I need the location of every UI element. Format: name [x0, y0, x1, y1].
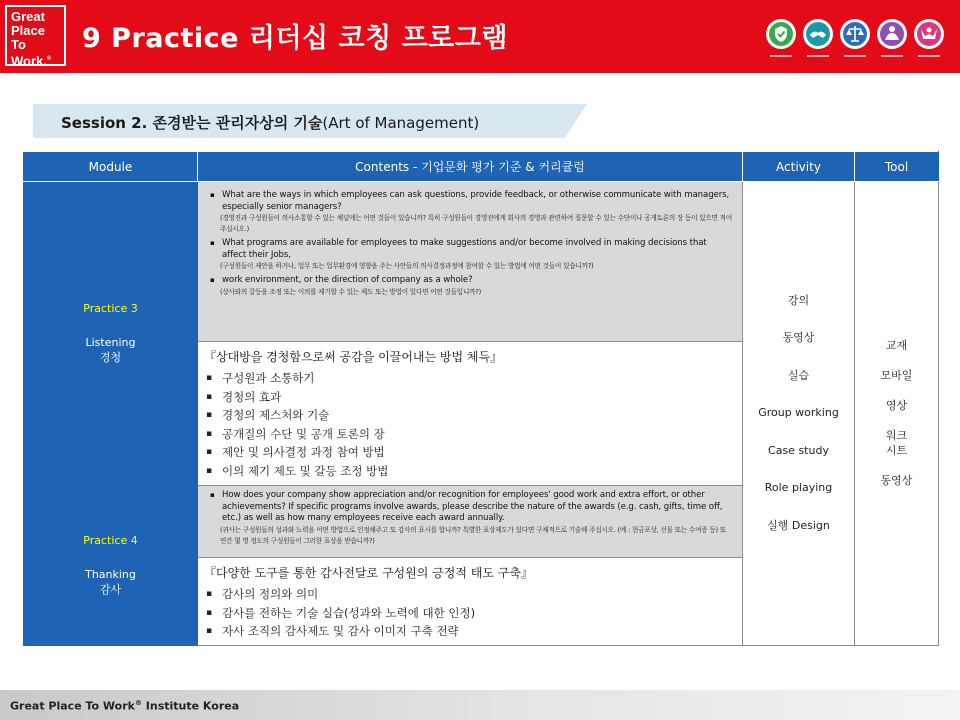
module-name-ko: 경청	[99, 351, 122, 364]
scales-icon	[840, 19, 870, 49]
practice-label: Practice 3	[83, 302, 138, 315]
footer-org: Great Place To Work	[10, 699, 135, 713]
table-row	[24, 182, 939, 342]
curriculum-table	[23, 151, 939, 646]
tool-item: 동영상	[880, 474, 913, 488]
logo-line: Great	[11, 9, 45, 24]
activity-item: Role playing	[764, 481, 833, 495]
activity-item: 실행 Design	[767, 518, 830, 532]
table-header-row	[24, 152, 939, 182]
module-name-ko: 감사	[99, 582, 122, 596]
handshake-icon	[803, 19, 833, 49]
curriculum-item: ▪ 구성원과 소통하기	[204, 369, 732, 388]
icon-slot	[802, 19, 833, 61]
criteria-practice-4	[198, 486, 743, 558]
logo-line: To	[11, 37, 26, 52]
activity-cell	[743, 182, 855, 646]
criteria-practice-3	[198, 182, 743, 342]
icon-slot	[876, 19, 907, 61]
curriculum-practice-4	[198, 558, 743, 646]
value-icons	[765, 19, 944, 61]
page-title: 9 Practice 리더십 코칭 프로그램	[82, 23, 508, 54]
criteria-question-ko: (경영진과 구성원들이 의사소통할 수 있는 채널에는 어떤 것들이 있습니까? 특히 구성원들이 경영진에게 회사의 경영과 관련하여 질문할 수 있는 수단이나 공개토론의 장 등이 있으면 적어 주십시오.)	[220, 214, 732, 233]
criteria-question-ko: (귀사는 구성원들의 성과와 노력을 어떤 방법으로 인정해주고 또 감사의 표시를 합니까? 특별한 표상제도가 있다면 구체적으로 기술해 주십시오. (예 : 현금포상, 선물 또는 수여증 등) 또 연간 몇 명 정도의 구성원들이 그러한 표상을 받습니까?)	[220, 525, 726, 545]
icon-slot	[913, 19, 944, 61]
icon-caption-bar	[844, 55, 866, 57]
tool-item: 워크 시트	[885, 429, 908, 458]
hands-raised-icon	[914, 19, 944, 49]
session-title	[61, 112, 479, 133]
curriculum-item: ▪ 공개질의 수단 및 공개 토론의 장	[204, 425, 732, 444]
curriculum-title: 『다양한 도구를 통한 감사전달로 구성원의 긍정적 태도 구축』	[204, 566, 533, 580]
activity-item: 실습	[787, 368, 810, 382]
criteria-question: ▪ What programs are available for employees to make suggestions and/or become involved in making decisions that affect their Jobs,	[206, 238, 732, 261]
criteria-question: ▪ What are the ways in which employees can ask questions, provide feedback, or otherwise communicate with managers, especially senior managers?	[206, 190, 732, 213]
session-bold-title: 존경받는 관리자상의 기술	[152, 114, 323, 132]
module-practice-4	[24, 486, 198, 646]
footer-text	[10, 699, 239, 713]
shield-check-icon	[766, 19, 796, 49]
curriculum-item: ▪ 경청의 제스처와 기술	[204, 406, 732, 425]
tool-item: 모바일	[880, 369, 913, 383]
curriculum-title: 『상대방을 경청함으로써 공감을 이끌어내는 방법 체득』	[204, 350, 503, 364]
icon-slot	[839, 19, 870, 61]
module-practice-3	[24, 182, 198, 486]
logo-line	[11, 52, 60, 68]
icon-caption-bar	[807, 55, 829, 57]
footer-mark: ®	[134, 699, 142, 707]
tool-item: 교재	[885, 339, 908, 353]
criteria-question-ko: (상사와의 갈등을 조정 또는 이의를 제기할 수 있는 제도 또는 방법이 있다면 어떤 것들입니까?)	[220, 287, 481, 296]
person-meditate-icon	[877, 19, 907, 49]
criteria-question: ▪ work environment, or the direction of company as a whole?	[206, 275, 732, 287]
module-name-en: Listening	[85, 336, 136, 349]
activity-item: 강의	[787, 293, 810, 307]
session-english: (Art of Management)	[322, 114, 480, 132]
practice-label: Practice 4	[83, 533, 138, 547]
module-name-en: Thanking	[85, 567, 136, 581]
curriculum-item: ▪ 자사 조직의 감사제도 및 감사 이미지 구축 전략	[204, 622, 732, 641]
logo-word: Work.	[11, 53, 47, 69]
criteria-question: ▪ How does your company show appreciation and/or recognition for employees' good work and extra effort, or other achievements? If specific programs involve awards, please describe the nature of the awards (e.g. cash, gifts, time off, etc.) as well as how many employees receive each award annually.	[206, 490, 732, 525]
curriculum-practice-3	[198, 342, 743, 486]
header-bar	[0, 0, 960, 73]
gptw-logo	[5, 5, 66, 69]
icon-caption-bar	[770, 55, 792, 57]
footer-suffix: Institute Korea	[141, 699, 240, 713]
activity-item: Case study	[768, 443, 829, 457]
session-prefix: Session 2.	[61, 114, 153, 132]
tool-cell	[855, 182, 939, 646]
curriculum-item: ▪ 제안 및 의사결정 과정 참여 방법	[204, 443, 732, 462]
activity-item: Group working	[758, 406, 839, 420]
logo-mark: ®	[46, 56, 52, 62]
header-tool: Tool	[855, 152, 939, 182]
curriculum-item: ▪ 감사를 전하는 기술 실습(성과와 노력에 대한 인정)	[204, 604, 732, 623]
curriculum-item: ▪ 감사의 정의와 의미	[204, 585, 732, 604]
curriculum-item: ▪ 경청의 효과	[204, 388, 732, 407]
header-contents: Contents - 기업문화 평가 기준 & 커리큘럼	[198, 152, 743, 182]
curriculum-item: ▪ 이의 제기 제도 및 갈등 조정 방법	[204, 462, 732, 481]
criteria-question-ko: (구성원들이 제안을 하거나, 업무 또는 업무환경에 영향을 주는 사안들의 의사결정과정에 참여할 수 있는 방법에 어떤 것들이 있습니까?)	[220, 262, 594, 270]
footer-bar	[0, 690, 960, 720]
activity-item: 동영상	[782, 331, 815, 345]
tool-item: 영상	[885, 399, 908, 413]
icon-slot	[765, 19, 796, 61]
header-module: Module	[24, 152, 198, 182]
header-activity: Activity	[743, 152, 855, 182]
icon-caption-bar	[881, 55, 903, 57]
icon-caption-bar	[918, 55, 940, 57]
logo-line: Place	[11, 23, 45, 38]
